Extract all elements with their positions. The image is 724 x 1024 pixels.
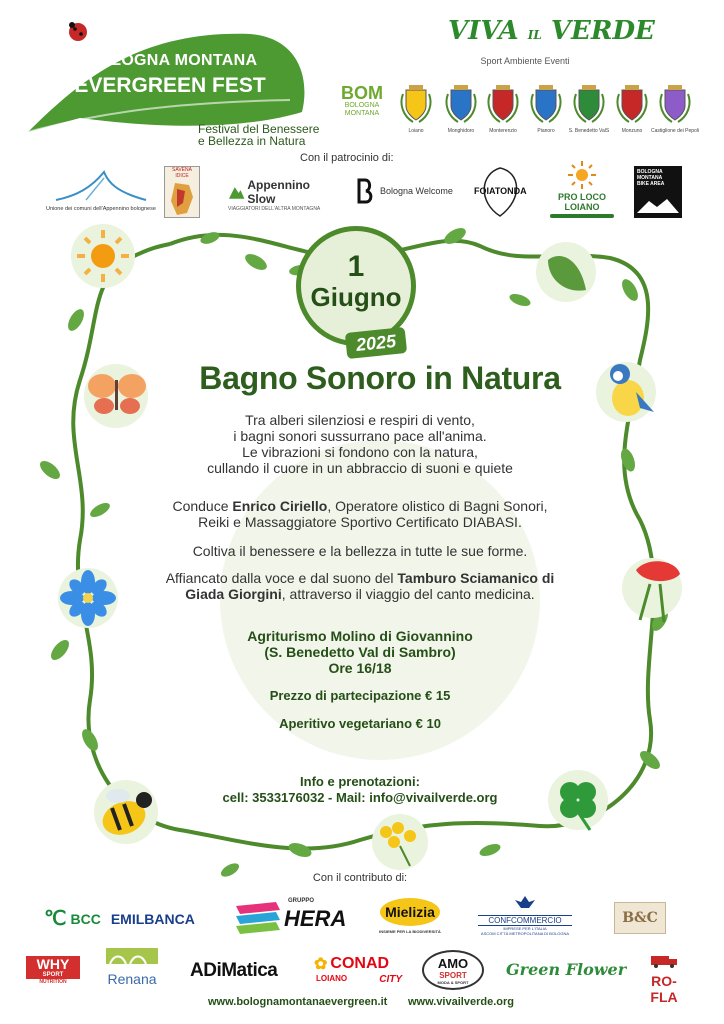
event-title: Bagno Sonoro in Natura <box>199 360 561 396</box>
conduce-name: Enrico Ciriello <box>232 498 328 514</box>
viva-subtitle: Sport Ambiente Eventi <box>480 56 570 66</box>
poem-line: i bagni sonori sussurrano pace all'anima. <box>233 428 487 444</box>
conad-logo <box>314 954 404 985</box>
affiancato-post: , attraverso il viaggio del canto medicina. <box>281 586 535 602</box>
blue-flower-icon <box>58 568 118 628</box>
truck-icon <box>649 954 679 968</box>
price: Prezzo di partecipazione € 15 <box>269 688 451 703</box>
amo-text: AMO <box>437 956 469 971</box>
ro-fla-text: RO-FLA <box>650 973 678 1005</box>
venue-time: Ore 16/18 <box>328 660 392 676</box>
bc-logo: B&C <box>614 902 666 934</box>
hera-logo <box>236 898 347 938</box>
crest-label: Loiano <box>408 128 424 134</box>
poem-line: Tra alberi silenziosi e respiri di vento, <box>245 412 475 428</box>
crest-label: Monzuno <box>621 128 643 134</box>
flower-icon: ✿ <box>314 956 328 973</box>
affiancato-paragraph <box>150 570 570 602</box>
conduce-paragraph <box>160 498 560 530</box>
mielizia-logo <box>370 898 450 934</box>
contact-info[interactable]: cell: 3533176032 - Mail: info@vivailverde.org <box>222 790 498 805</box>
renana-text: Renana <box>107 971 157 987</box>
crest-label: S. Benedetto ValS <box>568 128 610 134</box>
amo-sport-text: SPORT <box>439 971 467 980</box>
confcommercio-logo <box>478 894 572 936</box>
confcommercio-sub1: IMPRESE PER L'ITALIA <box>503 926 547 931</box>
coltiva-paragraph: Coltiva il benessere e la bellezza in tutte le sue forme. <box>192 543 528 559</box>
aperitivo-price: Aperitivo vegetariano € 10 <box>279 716 441 731</box>
foiatonda-text: FOIATONDA <box>474 186 527 196</box>
viva-word: VIVA <box>448 16 519 46</box>
conduce-line2: Reiki e Massaggiatore Sportivo Certificato DIABASI. <box>198 514 522 530</box>
conduce-pre: Conduce <box>172 498 233 514</box>
affiancato-bold: Tamburo Sciamanico di <box>397 570 555 586</box>
bom-sub2: MONTANA <box>344 110 380 117</box>
bologna-welcome-text: Bologna Welcome <box>380 186 453 196</box>
emilbanca-text: EMILBANCA <box>110 910 195 927</box>
savena-label: SAVENA IDICE <box>172 167 192 179</box>
confcommercio-text: CONFCOMMERCIO <box>478 915 572 926</box>
hera-small: GRUPPO <box>288 898 315 904</box>
affiancato-pre: Affiancato dalla voce e dal suono del <box>165 570 398 586</box>
event-month: Giugno <box>310 282 402 312</box>
conad-text: CONAD <box>330 955 390 972</box>
verde-word: VERDE <box>550 16 655 46</box>
poem-line: Le vibrazioni si fondono con la natura, <box>242 444 478 460</box>
appennino-slow-sub: VIAGGIATORI DELL'ALTRA MONTAGNA <box>228 206 321 212</box>
affiancato-bold2: Giada Giorgini <box>185 586 282 602</box>
pro-loco-text: PRO LOCO LOIANO <box>557 192 606 212</box>
venue-block <box>180 628 540 676</box>
bom-text: BOM <box>341 83 383 103</box>
site-link-vivailverde[interactable]: www.vivailverde.org <box>408 996 514 1008</box>
confcommercio-sub2: ASCOM CITTÀ METROPOLITANA DI BOLOGNA <box>480 931 570 936</box>
info-heading: Info e prenotazioni: <box>300 774 420 789</box>
appennino-slow-text: Appennino Slow <box>247 178 311 206</box>
why-sport-logo <box>26 956 80 985</box>
why-sport-text: SPORT <box>26 972 80 979</box>
site-link-evergreen[interactable]: www.bolognamontanaevergreen.it <box>208 996 388 1008</box>
il-word: IL <box>527 28 542 42</box>
venue-name: Agriturismo Molino di Giovannino <box>247 628 473 644</box>
bike-area-text: BOLOGNA MONTANA BIKE AREA <box>637 169 665 187</box>
bom-sub1: BOLOGNA <box>344 102 380 109</box>
bridge-icon <box>104 946 160 966</box>
patrocinio-heading: Con il patrocinio di: <box>300 152 394 164</box>
bee-icon <box>94 780 158 844</box>
crest-label: Pianoro <box>537 128 555 134</box>
mielizia-sub: INSIEME PER LA BIODIVERSITÀ <box>379 929 441 934</box>
venue-location: (S. Benedetto Val di Sambro) <box>264 644 456 660</box>
ro-fla-logo <box>638 954 690 1005</box>
oak-leaf-icon <box>536 242 596 302</box>
adimatica-logo: ADiMatica <box>190 960 278 981</box>
bcc-emilbanca-logo <box>44 906 195 931</box>
hera-text: HERA <box>284 906 347 931</box>
poem-line: cullando il cuore in un abbraccio di suoni e quiete <box>207 460 513 476</box>
unione-label: Unione dei comuni dell'Appennino bolognese <box>46 206 156 212</box>
fest-subtitle-2: e Bellezza in Natura <box>198 134 306 148</box>
why-text: WHY <box>26 956 80 972</box>
bcc-text: BCC <box>70 910 101 927</box>
crest-label: Monterenzio <box>489 128 517 134</box>
crest-label: Castiglione dei Pepoli <box>650 128 700 134</box>
renana-logo <box>104 946 160 987</box>
mielizia-text: Mielizia <box>380 898 440 926</box>
amo-sport-logo <box>422 950 484 990</box>
sun-icon <box>71 224 135 288</box>
eagle-icon <box>515 894 535 910</box>
conad-loiano: LOIANO <box>316 974 348 983</box>
event-year-badge: 2025 <box>345 327 407 359</box>
stripes-icon <box>236 900 284 936</box>
info-block <box>160 774 560 806</box>
yellow-flower-icon <box>372 814 428 870</box>
why-nutrition-text: NUTRITION <box>39 979 67 985</box>
event-day: 1 <box>347 250 365 283</box>
poppy-icon <box>622 558 682 622</box>
contributo-heading: Con il contributo di: <box>312 872 408 884</box>
crest-label: Monghidoro <box>447 128 475 134</box>
conduce-post: , Operatore olistico di Bagni Sonori, <box>327 498 548 514</box>
green-flower-logo: Green Flower <box>506 960 627 979</box>
bcc-icon: ℃ <box>44 908 67 930</box>
fest-title-line2: EVERGREEN FEST <box>74 74 266 97</box>
fest-subtitle-1: Festival del Benessere <box>198 122 320 136</box>
fest-title-line1: BOLOGNA MONTANA <box>86 52 258 69</box>
amo-sub: MODA & SPORT <box>437 980 469 985</box>
conad-city: CITY <box>379 974 402 985</box>
poem <box>170 412 550 476</box>
